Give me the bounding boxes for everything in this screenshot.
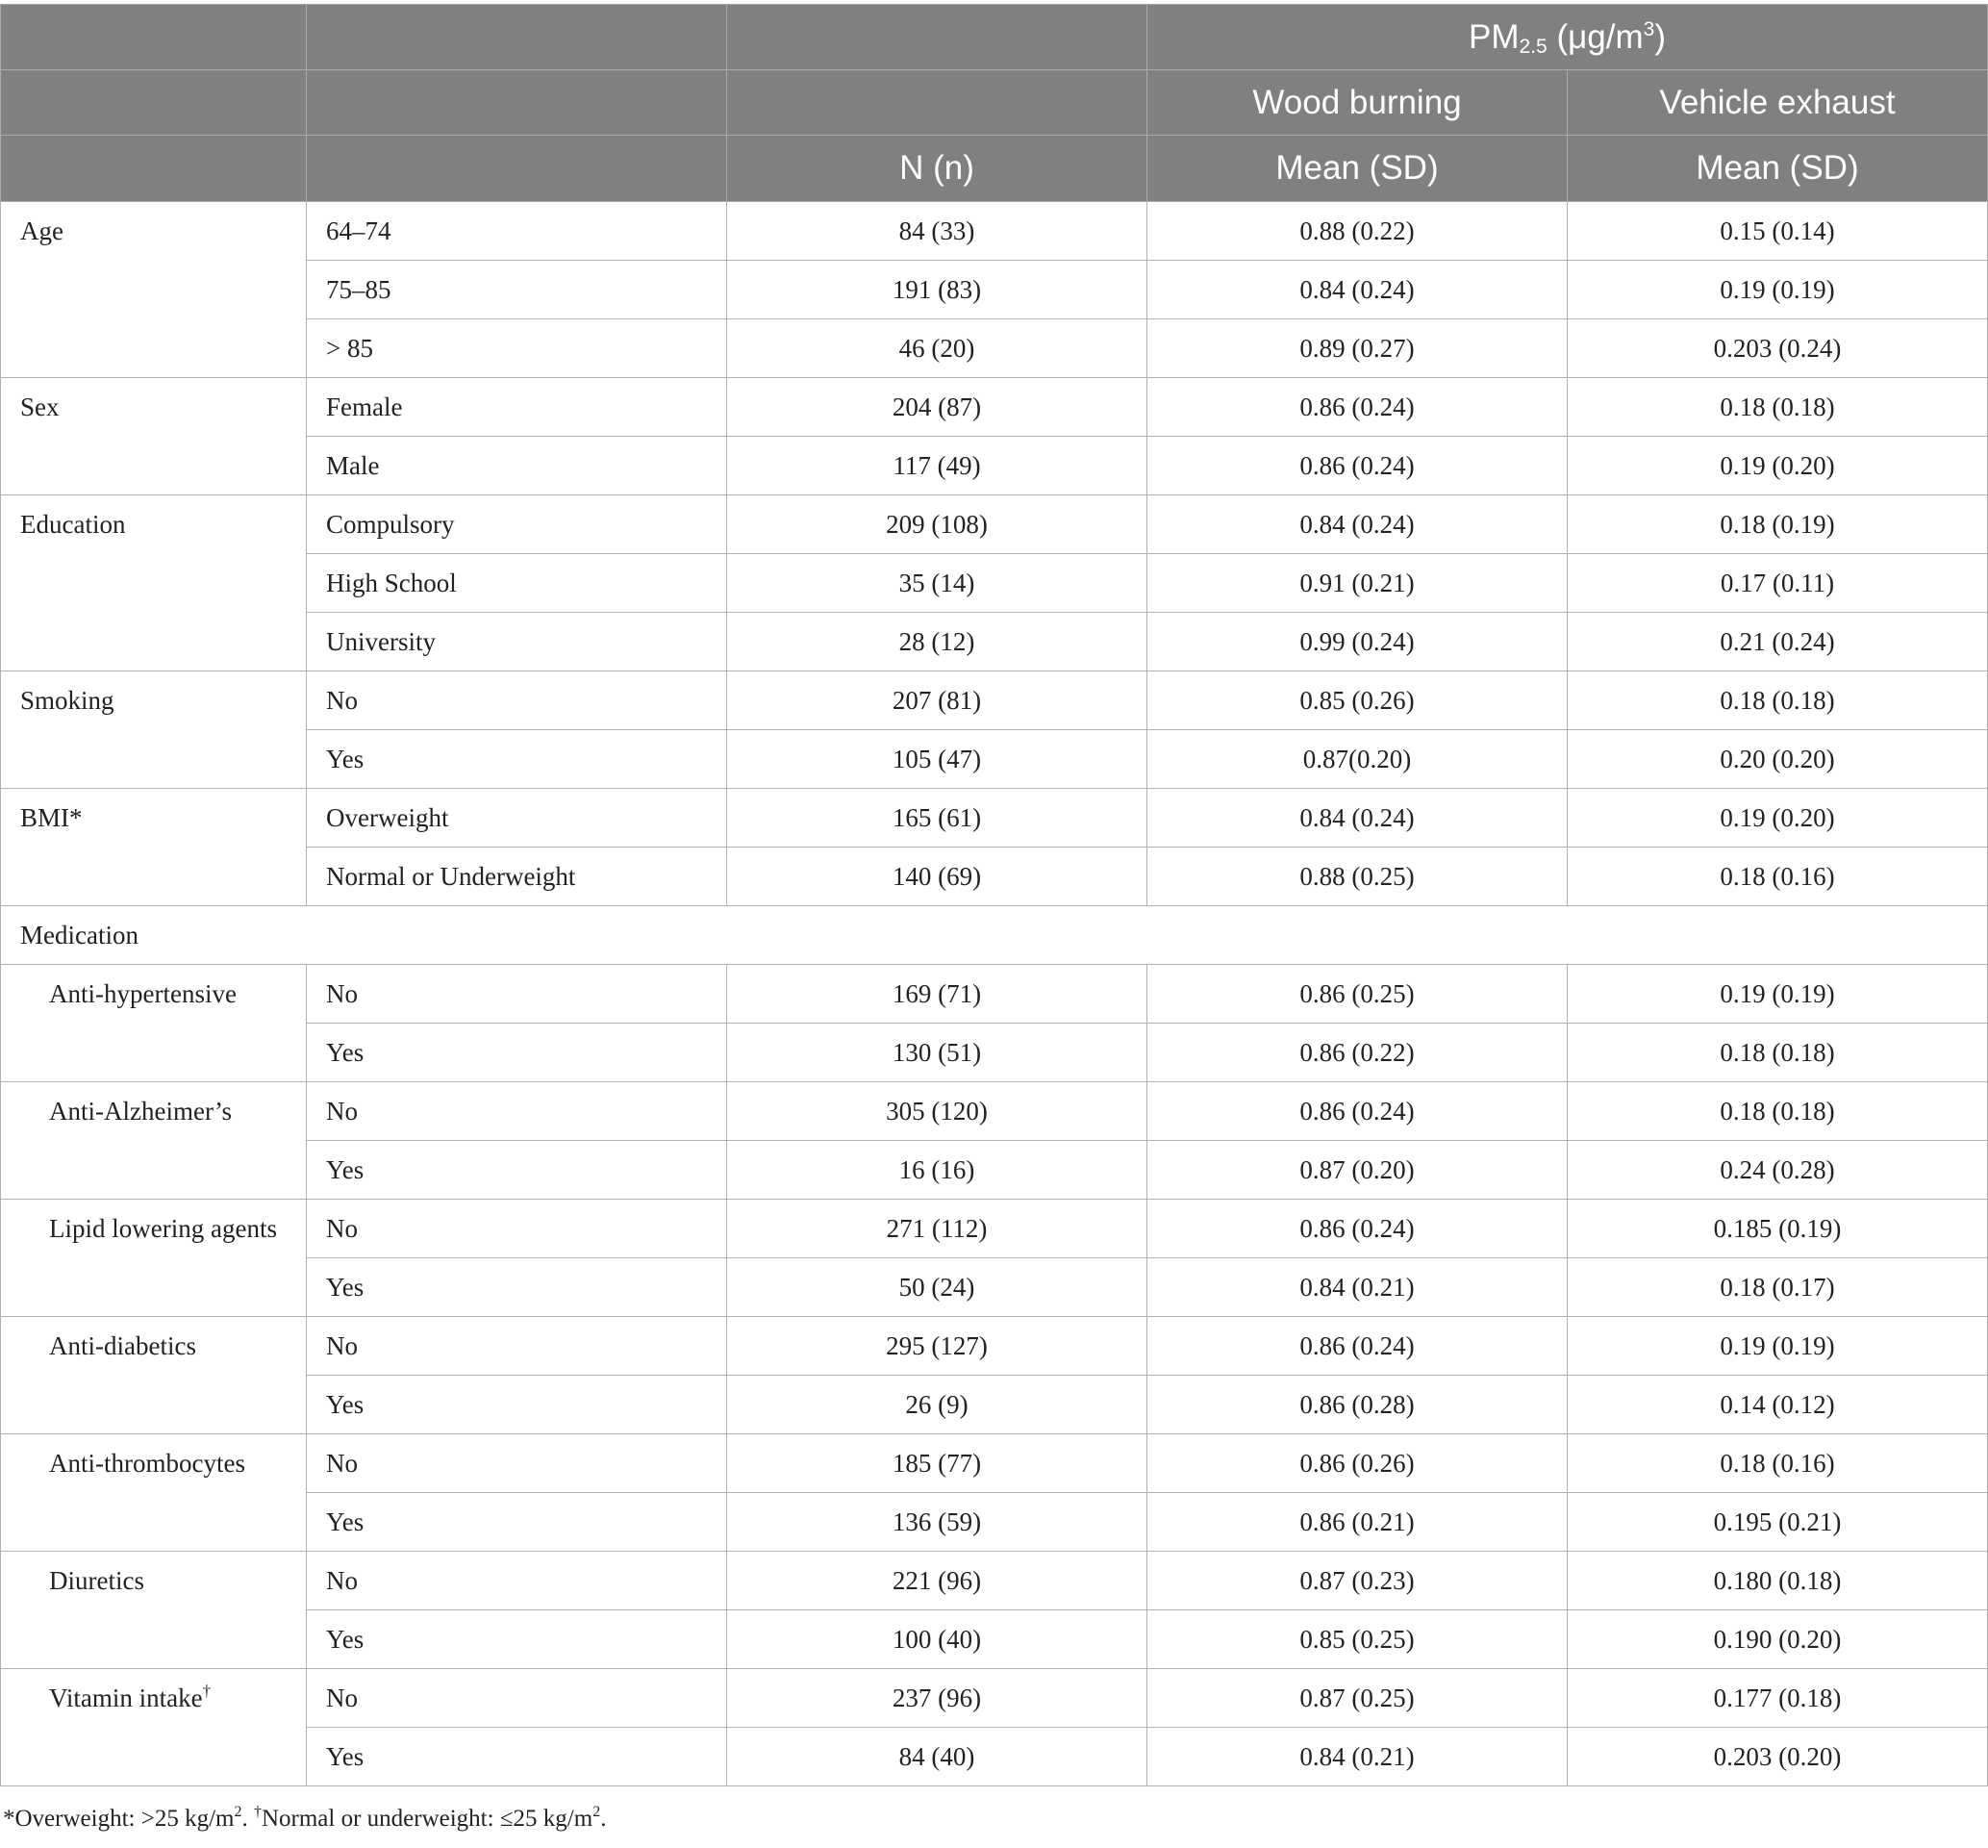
medication-heading: Medication: [1, 906, 1988, 965]
n-cell: 305 (120): [727, 1082, 1147, 1141]
wood-mean-cell: 0.86 (0.28): [1147, 1376, 1568, 1434]
header-n: N (n): [727, 136, 1147, 202]
n-cell: 130 (51): [727, 1024, 1147, 1082]
wood-mean-cell: 0.87(0.20): [1147, 730, 1568, 789]
n-cell: 117 (49): [727, 437, 1147, 495]
footnote-dagger: †: [253, 1804, 262, 1820]
table-footnote: [3, 1806, 606, 1833]
vehicle-mean-cell: 0.24 (0.28): [1568, 1141, 1988, 1200]
wood-mean-cell: 0.85 (0.25): [1147, 1610, 1568, 1669]
n-cell: 204 (87): [727, 378, 1147, 437]
n-cell: 140 (69): [727, 848, 1147, 906]
wood-mean-cell: 0.84 (0.24): [1147, 495, 1568, 554]
vehicle-mean-cell: 0.180 (0.18): [1568, 1552, 1988, 1610]
wood-mean-cell: 0.91 (0.21): [1147, 554, 1568, 613]
vehicle-mean-cell: 0.203 (0.24): [1568, 319, 1988, 378]
table-row: [1, 1317, 1988, 1376]
table-row: [1, 1434, 1988, 1493]
pm25-unit-close: ): [1654, 17, 1666, 56]
category-cell: Yes: [307, 1610, 727, 1669]
footnote-separator: .: [241, 1806, 254, 1832]
category-cell: Yes: [307, 1141, 727, 1200]
table-row: [1, 378, 1988, 437]
vehicle-mean-cell: 0.177 (0.18): [1568, 1669, 1988, 1728]
n-cell: 165 (61): [727, 789, 1147, 848]
n-cell: 28 (12): [727, 613, 1147, 671]
table-row: [1, 202, 1988, 261]
wood-mean-cell: 0.99 (0.24): [1147, 613, 1568, 671]
footnote-end: .: [600, 1806, 607, 1832]
row-group-label: [1, 1200, 307, 1317]
n-cell: 84 (40): [727, 1728, 1147, 1786]
table-wrapper: [0, 4, 1988, 1786]
n-cell: 136 (59): [727, 1493, 1147, 1552]
category-cell: 75–85: [307, 261, 727, 319]
row-group-label: [1, 1434, 307, 1552]
vehicle-mean-cell: 0.21 (0.24): [1568, 613, 1988, 671]
n-cell: 84 (33): [727, 202, 1147, 261]
header-empty-cell: [727, 5, 1147, 70]
category-cell: University: [307, 613, 727, 671]
table-row: [1, 1552, 1988, 1610]
group-label-text: Education: [20, 510, 126, 539]
row-group-label: [1, 378, 307, 495]
n-cell: 105 (47): [727, 730, 1147, 789]
group-label-text: BMI*: [20, 803, 83, 832]
wood-mean-cell: 0.86 (0.26): [1147, 1434, 1568, 1493]
vehicle-mean-cell: 0.18 (0.16): [1568, 1434, 1988, 1493]
vehicle-mean-cell: 0.185 (0.19): [1568, 1200, 1988, 1258]
vehicle-mean-cell: 0.19 (0.19): [1568, 965, 1988, 1024]
group-label-text: Lipid lowering agents: [49, 1214, 277, 1243]
n-cell: 237 (96): [727, 1669, 1147, 1728]
header-wood-burning: Wood burning: [1147, 70, 1568, 136]
row-group-label: [1, 1082, 307, 1200]
header-empty-cell: [307, 136, 727, 202]
category-cell: Yes: [307, 1728, 727, 1786]
row-group-label: [1, 671, 307, 789]
vehicle-mean-cell: 0.18 (0.18): [1568, 378, 1988, 437]
table-row: [1, 671, 1988, 730]
group-label-text: Smoking: [20, 686, 114, 715]
group-label-dagger: †: [202, 1682, 212, 1700]
category-cell: No: [307, 1082, 727, 1141]
wood-mean-cell: 0.89 (0.27): [1147, 319, 1568, 378]
group-label-text: Sex: [20, 392, 60, 421]
wood-mean-cell: 0.88 (0.25): [1147, 848, 1568, 906]
header-empty-cell: [1, 70, 307, 136]
n-cell: 169 (71): [727, 965, 1147, 1024]
n-cell: 209 (108): [727, 495, 1147, 554]
n-cell: 191 (83): [727, 261, 1147, 319]
vehicle-mean-cell: 0.20 (0.20): [1568, 730, 1988, 789]
table-row: [1, 1082, 1988, 1141]
category-cell: Compulsory: [307, 495, 727, 554]
pm25-unit-open: (μg/m: [1547, 17, 1644, 56]
pm25-unit-superscript: 3: [1643, 17, 1655, 40]
n-cell: 221 (96): [727, 1552, 1147, 1610]
table-header: [1, 5, 1988, 202]
vehicle-mean-cell: 0.14 (0.12): [1568, 1376, 1988, 1434]
header-empty-cell: [1, 5, 307, 70]
category-cell: Yes: [307, 1024, 727, 1082]
category-cell: No: [307, 1669, 727, 1728]
category-cell: 64–74: [307, 202, 727, 261]
category-cell: Yes: [307, 1493, 727, 1552]
vehicle-mean-cell: 0.18 (0.18): [1568, 1082, 1988, 1141]
group-label-text: Vitamin intake: [49, 1683, 203, 1712]
wood-mean-cell: 0.85 (0.26): [1147, 671, 1568, 730]
header-empty-cell: [727, 70, 1147, 136]
header-empty-cell: [307, 70, 727, 136]
n-cell: 35 (14): [727, 554, 1147, 613]
vehicle-mean-cell: 0.18 (0.18): [1568, 1024, 1988, 1082]
table-row: [1, 1200, 1988, 1258]
row-group-label: [1, 202, 307, 378]
header-row-stats: [1, 136, 1988, 202]
category-cell: Yes: [307, 1376, 727, 1434]
n-cell: 185 (77): [727, 1434, 1147, 1493]
n-cell: 26 (9): [727, 1376, 1147, 1434]
row-group-label: [1, 1317, 307, 1434]
vehicle-mean-cell: 0.18 (0.19): [1568, 495, 1988, 554]
group-label-text: Anti-thrombocytes: [49, 1449, 245, 1478]
vehicle-mean-cell: 0.195 (0.21): [1568, 1493, 1988, 1552]
category-cell: No: [307, 1552, 727, 1610]
pm25-subscript: 2.5: [1519, 35, 1548, 58]
table-body: [1, 202, 1988, 1786]
header-empty-cell: [307, 5, 727, 70]
n-cell: 46 (20): [727, 319, 1147, 378]
wood-mean-cell: 0.86 (0.24): [1147, 1200, 1568, 1258]
category-cell: High School: [307, 554, 727, 613]
group-label-text: Anti-Alzheimer’s: [49, 1097, 232, 1126]
table-row: [1, 789, 1988, 848]
vehicle-mean-cell: 0.19 (0.19): [1568, 1317, 1988, 1376]
wood-mean-cell: 0.84 (0.24): [1147, 261, 1568, 319]
wood-mean-cell: 0.87 (0.20): [1147, 1141, 1568, 1200]
n-cell: 50 (24): [727, 1258, 1147, 1317]
wood-mean-cell: 0.84 (0.21): [1147, 1258, 1568, 1317]
footnote-overweight: *Overweight: >25 kg/m: [3, 1806, 235, 1832]
category-cell: No: [307, 965, 727, 1024]
wood-mean-cell: 0.86 (0.24): [1147, 378, 1568, 437]
wood-mean-cell: 0.84 (0.21): [1147, 1728, 1568, 1786]
wood-mean-cell: 0.86 (0.24): [1147, 1317, 1568, 1376]
category-cell: No: [307, 1200, 727, 1258]
group-label-text: Anti-hypertensive: [49, 979, 237, 1008]
category-cell: Female: [307, 378, 727, 437]
wood-mean-cell: 0.86 (0.24): [1147, 1082, 1568, 1141]
category-cell: Male: [307, 437, 727, 495]
table-row: [1, 495, 1988, 554]
vehicle-mean-cell: 0.18 (0.17): [1568, 1258, 1988, 1317]
n-cell: 271 (112): [727, 1200, 1147, 1258]
vehicle-mean-cell: 0.18 (0.16): [1568, 848, 1988, 906]
group-label-text: Anti-diabetics: [49, 1331, 196, 1360]
n-cell: 207 (81): [727, 671, 1147, 730]
vehicle-mean-cell: 0.19 (0.20): [1568, 789, 1988, 848]
wood-mean-cell: 0.87 (0.23): [1147, 1552, 1568, 1610]
category-cell: No: [307, 1434, 727, 1493]
header-mean-sd-vehicle: Mean (SD): [1568, 136, 1988, 202]
wood-mean-cell: 0.86 (0.25): [1147, 965, 1568, 1024]
header-mean-sd-wood: Mean (SD): [1147, 136, 1568, 202]
category-cell: Overweight: [307, 789, 727, 848]
n-cell: 16 (16): [727, 1141, 1147, 1200]
n-cell: 100 (40): [727, 1610, 1147, 1669]
footnote-superscript: 2: [234, 1804, 242, 1820]
table-row: [1, 1669, 1988, 1728]
vehicle-mean-cell: 0.18 (0.18): [1568, 671, 1988, 730]
vehicle-mean-cell: 0.17 (0.11): [1568, 554, 1988, 613]
wood-mean-cell: 0.84 (0.24): [1147, 789, 1568, 848]
vehicle-mean-cell: 0.19 (0.20): [1568, 437, 1988, 495]
vehicle-mean-cell: 0.203 (0.20): [1568, 1728, 1988, 1786]
header-row-pm25: [1, 5, 1988, 70]
row-group-label: [1, 1669, 307, 1786]
group-label-text: Diuretics: [49, 1566, 144, 1595]
category-cell: > 85: [307, 319, 727, 378]
category-cell: No: [307, 671, 727, 730]
header-vehicle-exhaust: Vehicle exhaust: [1568, 70, 1988, 136]
pm25-exposure-table: [0, 4, 1988, 1786]
vehicle-mean-cell: 0.15 (0.14): [1568, 202, 1988, 261]
category-cell: No: [307, 1317, 727, 1376]
row-group-label: [1, 965, 307, 1082]
footnote-superscript: 2: [592, 1804, 601, 1820]
vehicle-mean-cell: 0.19 (0.19): [1568, 261, 1988, 319]
header-pm25: [1147, 5, 1988, 70]
wood-mean-cell: 0.86 (0.24): [1147, 437, 1568, 495]
wood-mean-cell: 0.88 (0.22): [1147, 202, 1568, 261]
wood-mean-cell: 0.86 (0.21): [1147, 1493, 1568, 1552]
category-cell: Yes: [307, 730, 727, 789]
medication-heading-row: [1, 906, 1988, 965]
category-cell: Normal or Underweight: [307, 848, 727, 906]
wood-mean-cell: 0.86 (0.22): [1147, 1024, 1568, 1082]
wood-mean-cell: 0.87 (0.25): [1147, 1669, 1568, 1728]
row-group-label: [1, 1552, 307, 1669]
row-group-label: [1, 495, 307, 671]
group-label-text: Age: [20, 216, 63, 245]
category-cell: Yes: [307, 1258, 727, 1317]
row-group-label: [1, 789, 307, 906]
n-cell: 295 (127): [727, 1317, 1147, 1376]
header-row-sources: [1, 70, 1988, 136]
header-empty-cell: [1, 136, 307, 202]
table-row: [1, 965, 1988, 1024]
pm25-label: PM: [1469, 17, 1520, 56]
vehicle-mean-cell: 0.190 (0.20): [1568, 1610, 1988, 1669]
footnote-normal: Normal or underweight: ≤25 kg/m: [261, 1806, 593, 1832]
